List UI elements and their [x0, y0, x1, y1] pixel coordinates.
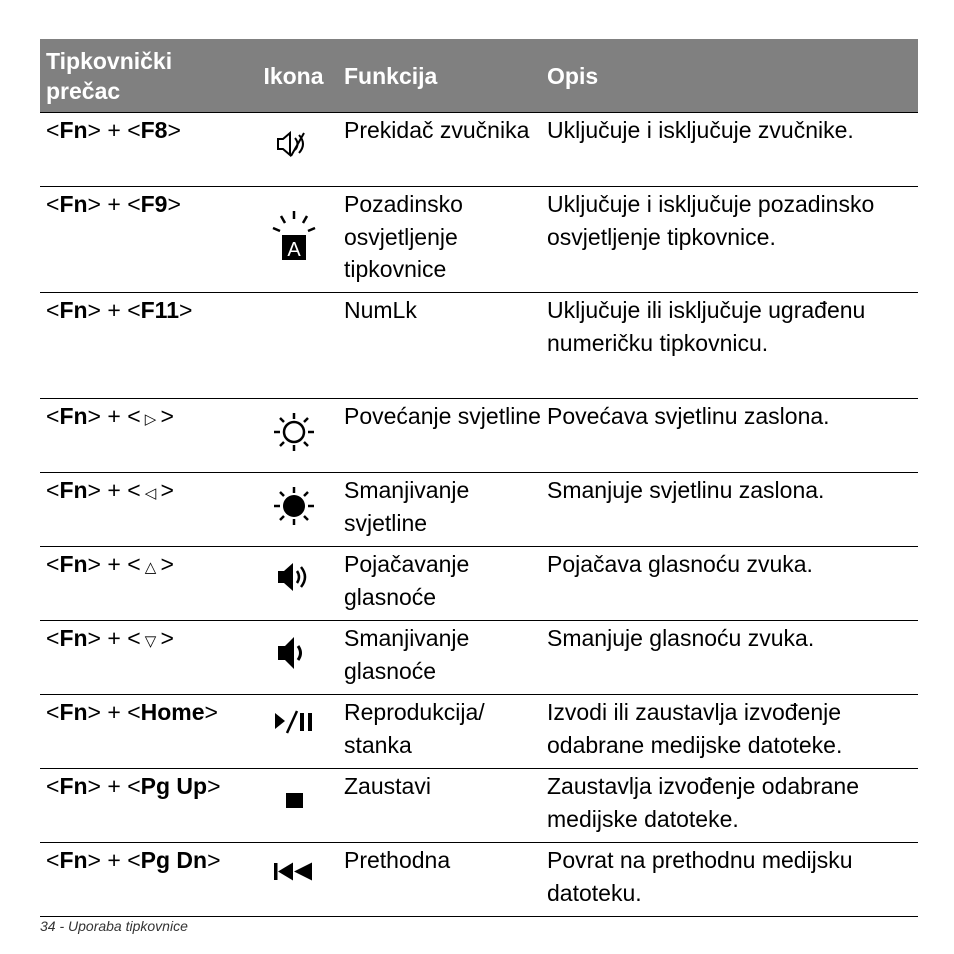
brightness-down-icon — [270, 485, 318, 546]
shortcut-key: F8 — [140, 117, 168, 143]
brightness-up-icon — [270, 411, 318, 472]
table-row — [40, 187, 918, 293]
previous-track-icon — [270, 857, 318, 916]
shortcut-cell: <Fn> + < ▷ > — [46, 403, 174, 429]
arrow-key: △ — [140, 559, 161, 576]
function-cell: Pozadinsko osvjetljenje tipkovnice — [344, 191, 463, 282]
shortcut-cell: <Fn> + <Home> — [46, 699, 218, 725]
function-cell: Povećanje svjetline — [344, 403, 541, 429]
description-cell: Povrat na prethodnu medijsku datoteku. — [547, 847, 853, 906]
icon-cell — [245, 113, 342, 186]
function-cell: Smanjivanje glasnoće — [344, 625, 470, 684]
shortcut-key: Pg Up — [140, 773, 208, 799]
shortcut-key: Home — [140, 699, 205, 725]
function-cell: Prekidač zvučnika — [344, 117, 530, 143]
function-cell: Smanjivanje svjetline — [344, 477, 470, 536]
header-function: Funkcija — [344, 62, 438, 89]
shortcut-cell: <Fn> + < ▽ > — [46, 625, 174, 651]
shortcut-cell: <Fn> + <F8> — [46, 117, 181, 143]
header-icon: Ikona — [263, 62, 324, 89]
table-row — [40, 399, 918, 473]
shortcut-table — [40, 39, 918, 917]
description-cell: Pojačava glasnoću zvuka. — [547, 551, 813, 577]
table-row — [40, 695, 918, 769]
play-pause-icon — [271, 709, 317, 768]
function-cell: Zaustavi — [344, 773, 431, 799]
arrow-key: ◁ — [140, 485, 161, 502]
table-row — [40, 547, 918, 621]
icon-cell — [245, 547, 342, 620]
description-cell: Uključuje i isključuje zvučnike. — [547, 117, 854, 143]
description-cell: Povećava svjetlinu zaslona. — [547, 403, 830, 429]
icon-cell — [245, 769, 342, 842]
table-row — [40, 293, 918, 399]
table-row — [40, 769, 918, 843]
shortcut-key: F11 — [140, 297, 179, 323]
stop-icon — [274, 781, 314, 842]
table-row — [40, 473, 918, 547]
shortcut-cell: <Fn> + < △ > — [46, 551, 174, 577]
table-header — [40, 39, 918, 112]
speaker-mute-icon — [274, 129, 314, 186]
shortcut-cell: <Fn> + <F11> — [46, 297, 193, 323]
function-cell: NumLk — [344, 297, 417, 323]
shortcut-cell: <Fn> + <F9> — [46, 191, 181, 217]
function-cell: Pojačavanje glasnoće — [344, 551, 470, 610]
table-row — [40, 621, 918, 695]
keyboard-backlight-icon — [269, 209, 319, 292]
svg-text:A: A — [286, 239, 301, 261]
page-footer: 34 - Uporaba tipkovnice — [40, 918, 188, 934]
arrow-key: ▽ — [140, 633, 161, 650]
icon-cell — [245, 473, 342, 546]
function-cell: Prethodna — [344, 847, 451, 873]
description-cell: Smanjuje glasnoću zvuka. — [547, 625, 815, 651]
description-cell: Uključuje ili isključuje ugrađenu numeričku tipkovnicu. — [547, 297, 866, 356]
shortcut-cell: <Fn> + < ◁ > — [46, 477, 174, 503]
icon-cell — [245, 695, 342, 768]
header-description: Opis — [547, 62, 599, 89]
icon-cell — [245, 843, 342, 916]
icon-cell — [245, 399, 342, 472]
volume-up-icon — [274, 559, 314, 620]
description-cell: Uključuje i isključuje pozadinsko osvjetljenje tipkovnice. — [547, 191, 875, 250]
icon-cell — [245, 187, 342, 292]
shortcut-key: F9 — [140, 191, 168, 217]
icon-cell — [245, 293, 342, 398]
table-row — [40, 112, 918, 187]
arrow-key: ▷ — [140, 411, 161, 428]
description-cell: Izvodi ili zaustavlja izvođenje odabrane medijske datoteke. — [547, 699, 843, 758]
icon-cell — [245, 621, 342, 694]
shortcut-cell: <Fn> + <Pg Dn> — [46, 847, 221, 873]
description-cell: Smanjuje svjetlinu zaslona. — [547, 477, 825, 503]
table-row — [40, 843, 918, 917]
volume-down-icon — [274, 633, 314, 694]
shortcut-key: Pg Dn — [140, 847, 208, 873]
header-shortcut: Tipkovnički prečac — [46, 47, 173, 104]
shortcut-cell: <Fn> + <Pg Up> — [46, 773, 221, 799]
function-cell: Reprodukcija/ stanka — [344, 699, 485, 758]
description-cell: Zaustavlja izvođenje odabrane medijske datoteke. — [547, 773, 859, 832]
